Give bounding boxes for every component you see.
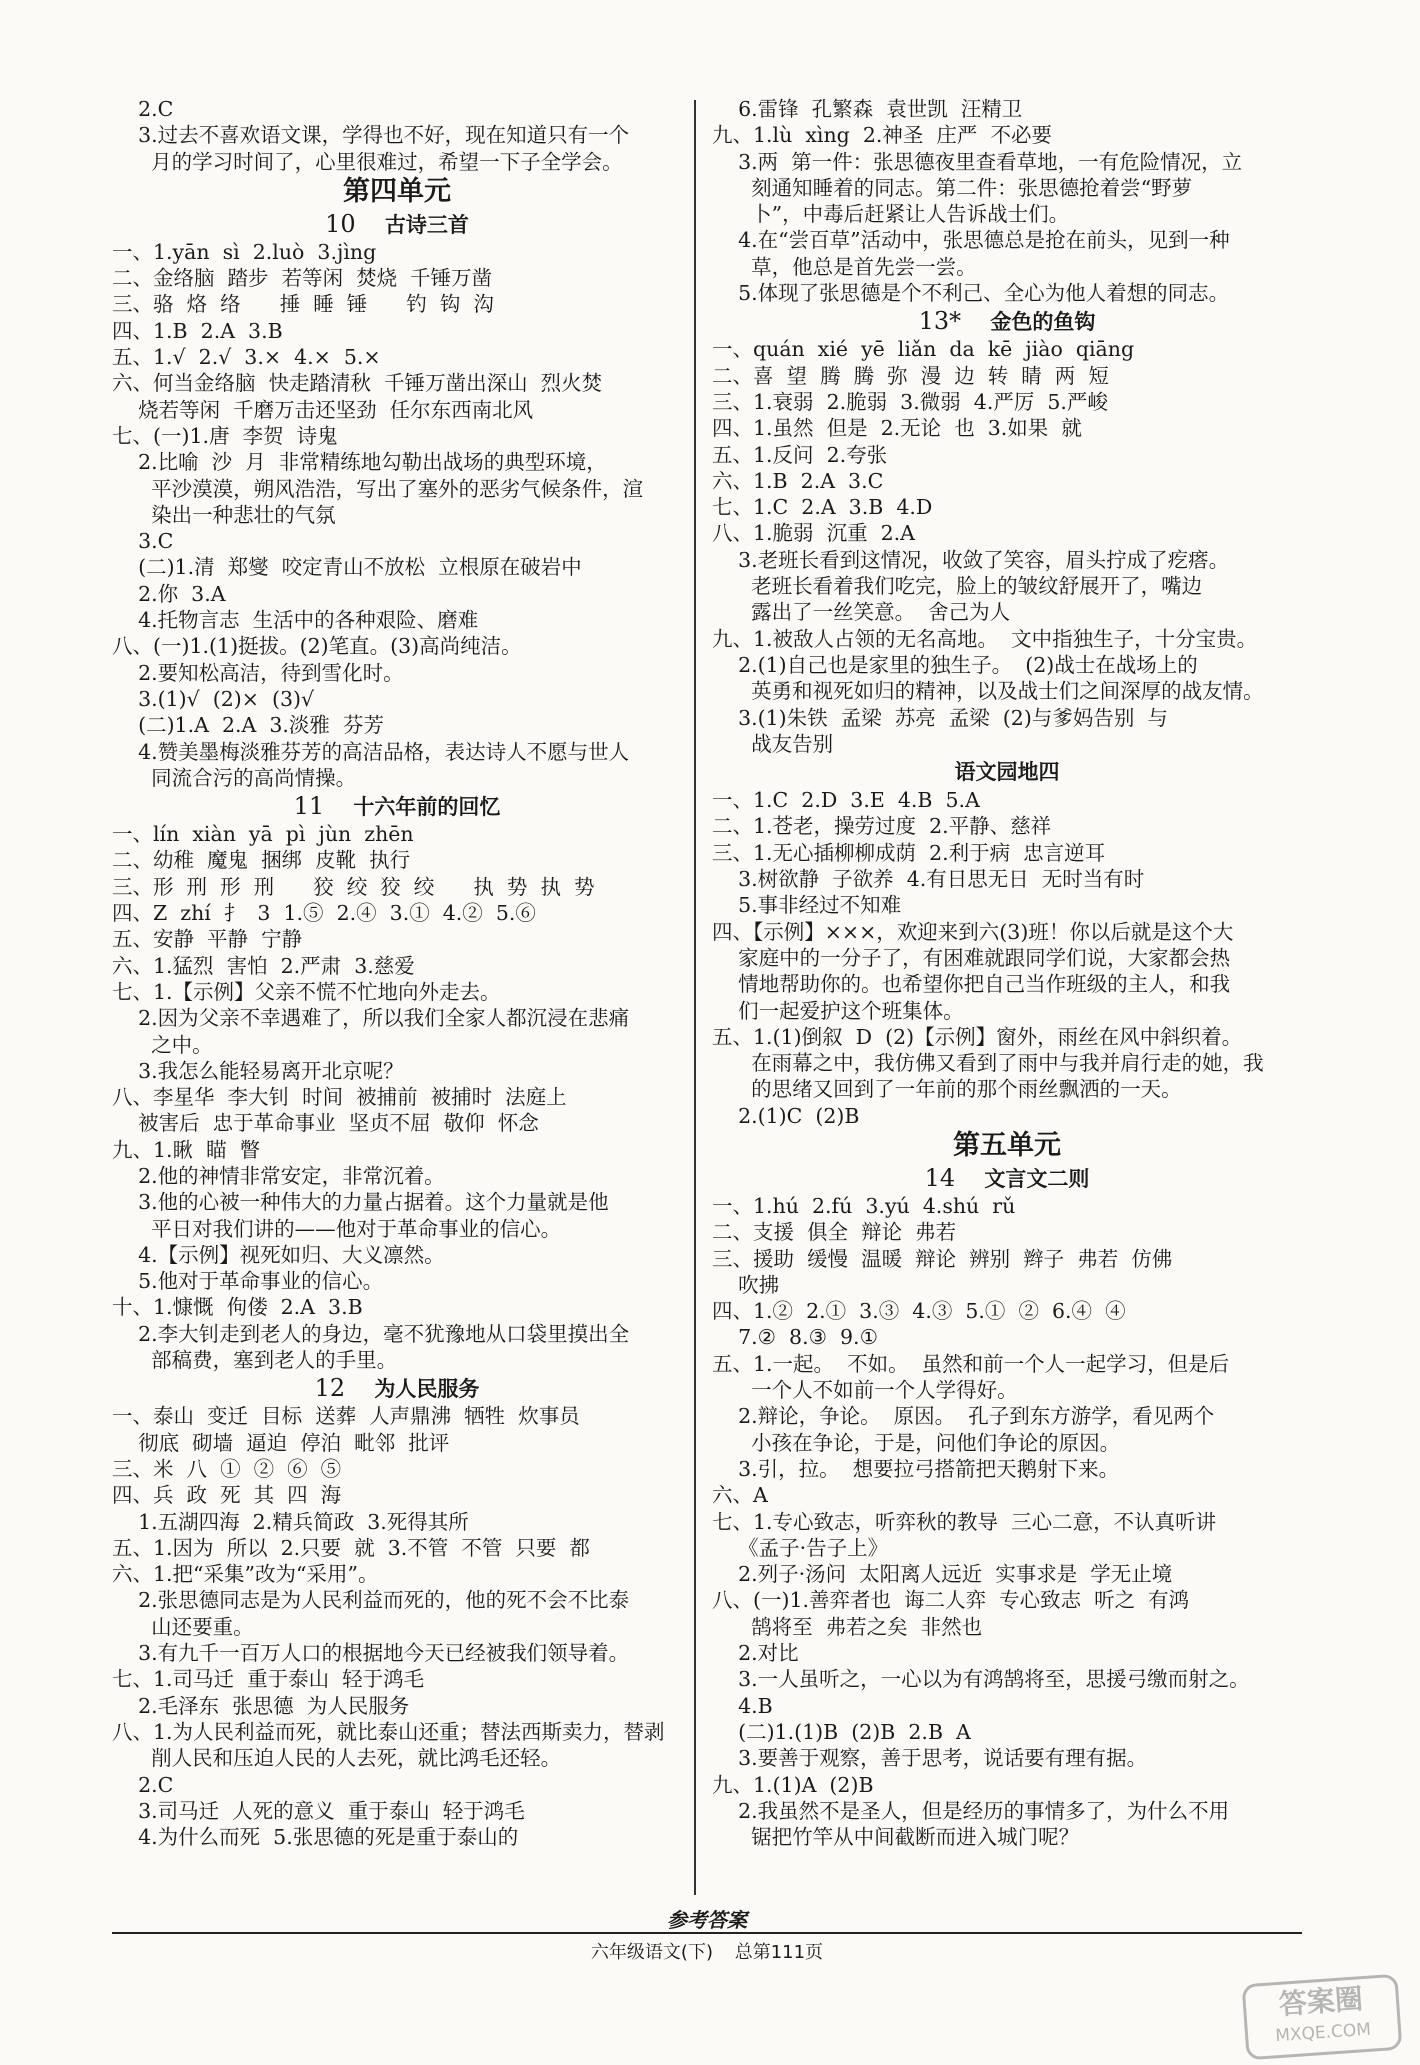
answer-line: 部稿费，塞到老人的手里。 [112, 1348, 398, 1373]
footer-rule [112, 1932, 1302, 1934]
lesson-heading [712, 1163, 1302, 1193]
answer-line: 家庭中的一分子了，有困难就跟同学们说，大家都会热 [712, 945, 1231, 970]
answer-line: 2.他的神情非常安定，非常沉着。 [112, 1163, 445, 1188]
answer-line: 四、Z zhí 扌 3 1.⑤ 2.④ 3.① 4.② 5.⑥ [112, 901, 536, 926]
answer-line: 吹拂 [712, 1272, 780, 1297]
answer-line: 八、李星华 李大钊 时间 被捕前 被捕时 法庭上 [112, 1085, 567, 1110]
answer-line: 3.(1)√ (2)× (3)√ [112, 686, 315, 711]
answer-line: 7.② 8.③ 9.① [712, 1325, 878, 1350]
answer-line: 1.五湖四海 2.精兵简政 3.死得其所 [112, 1509, 469, 1534]
answer-line: 六、1.把“采集”改为“采用”。 [112, 1562, 379, 1587]
answer-line: 草，他总是首先尝一尝。 [712, 254, 977, 279]
answer-line: 五、1.一起。 不如。 虽然和前一个人一起学习，但是后 [712, 1351, 1230, 1376]
answer-line: 八、(一)1.善弈者也 诲二人弈 专心致志 听之 有鸿 [712, 1588, 1190, 1613]
answer-line: (二)1.A 2.A 3.淡雅 芬芳 [112, 713, 384, 738]
answer-line: 二、金络脑 踏步 若等闲 焚烧 千锤万凿 [112, 266, 493, 291]
lesson-number: 10 [325, 209, 356, 238]
answer-line: 月的学习时间了，心里很难过，希望一下子全学会。 [112, 149, 623, 174]
answer-line: 2.列子·汤问 太阳离人远近 实事求是 学无止境 [712, 1562, 1173, 1587]
footer-page-number: 总第111页 [734, 1942, 824, 1963]
answer-line: 4.赞美墨梅淡雅芬芳的高洁品格，表达诗人不愿与世人 [112, 739, 630, 764]
answer-line: 卜”，中毒后赶紧让人告诉战士们。 [712, 202, 1070, 227]
answer-line: 之中。 [112, 1032, 213, 1057]
answer-line: 3.老班长看到这情况，收敛了笑容，眉头拧成了疙瘩。 [712, 547, 1230, 572]
answer-line: 2.毛泽东 张思德 为人民服务 [112, 1693, 410, 1718]
answer-line: 2.我虽然不是圣人，但是经历的事情多了，为什么不用 [712, 1798, 1230, 1823]
answer-line: 五、安静 平静 宁静 [112, 927, 303, 952]
answer-line: 九、1.lù xìng 2.神圣 庄严 不必要 [712, 123, 1052, 148]
answer-line: 们一起爱护这个班集体。 [712, 998, 964, 1023]
answer-line: 2.辩论，争论。 原因。 孔子到东方游学，看见两个 [712, 1404, 1215, 1429]
answer-line: 2.(1)C (2)B [712, 1103, 860, 1128]
answer-line: 三、1.无心插柳柳成荫 2.利于病 忠言逆耳 [712, 840, 1106, 865]
page-footer [112, 1904, 1302, 1962]
answer-line: 刻通知睡着的同志。第二件：张思德抢着尝“野萝 [712, 175, 1193, 200]
answer-line: 英勇和视死如归的精神，以及战士们之间深厚的战友情。 [712, 679, 1264, 704]
lesson-heading [112, 1373, 682, 1403]
footer-title: 参考答案 [667, 1908, 747, 1932]
answer-line: 烧若等闲 千磨万击还坚劲 任尔东西南北风 [112, 397, 534, 422]
answer-line: 战友告别 [712, 731, 834, 756]
lesson-title: 语文园地四 [954, 760, 1060, 785]
answer-line: 一、lín xiàn yā pì jùn zhēn [112, 822, 414, 847]
answer-line: 2.(1)自己也是家里的独生子。 (2)战士在战场上的 [712, 652, 1198, 677]
answer-line: 3.他的心被一种伟大的力量占据着。这个力量就是他 [112, 1190, 609, 1215]
answer-line: 在雨幕之中，我仿佛又看到了雨中与我并肩行走的她，我 [712, 1051, 1264, 1076]
answer-line: 3.过去不喜欢语文课，学得也不好，现在知道只有一个 [112, 123, 630, 148]
lesson-number: 14 [924, 1163, 956, 1192]
footer-grade: 六年级语文(下) [590, 1942, 713, 1963]
column-divider [694, 100, 696, 1895]
answer-line: 三、1.衰弱 2.脆弱 3.微弱 4.严厉 5.严峻 [712, 389, 1108, 414]
answer-line: 的思绪又回到了一年前的那个雨丝飘洒的一天。 [712, 1077, 1182, 1102]
answer-line: 三、米 八 ① ② ⑥ ⑤ [112, 1456, 342, 1481]
answer-line: 2.对比 [712, 1641, 799, 1666]
unit-heading: 第五单元 [953, 1129, 1061, 1161]
answer-line: 4.在“尝百草”活动中，张思德总是抢在前头，见到一种 [712, 228, 1230, 253]
answer-line: 山还要重。 [112, 1614, 254, 1639]
answer-line: 七、1.司马迁 重于泰山 轻于鸿毛 [112, 1667, 425, 1692]
answer-line: 4.B [712, 1693, 773, 1718]
answer-line: 被害后 忠于革命事业 坚贞不屈 敬仰 怀念 [112, 1111, 539, 1136]
lesson-title: 为人民服务 [374, 1377, 480, 1402]
lesson-number: 12 [314, 1374, 346, 1403]
answer-line: 二、1.苍老，操劳过度 2.平静、慈祥 [712, 814, 1052, 839]
answer-line: 三、援助 缓慢 温暖 辩论 辨别 辫子 弗若 仿佛 [712, 1246, 1173, 1271]
answer-line: 一、1.C 2.D 3.E 4.B 5.A [712, 788, 980, 813]
answer-line: 平日对我们讲的——他对于革命事业的信心。 [112, 1216, 562, 1241]
answer-line: 5.事非经过不知难 [712, 893, 902, 918]
answer-line: 六、何当金络脑 快走踏清秋 千锤万凿出深山 烈火焚 [112, 371, 603, 396]
answer-line: 二、支援 俱全 辩论 弗若 [712, 1220, 957, 1245]
answer-line: 一、quán xié yē liǎn da kē jiào qiāng [712, 337, 1135, 362]
answer-line: 染出一种悲壮的气氛 [112, 502, 336, 527]
answer-line: 露出了一丝笑意。 舍己为人 [712, 600, 1011, 625]
answer-line: 4.托物言志 生活中的各种艰险、磨难 [112, 608, 479, 633]
answer-line: 九、1.瞅 瞄 瞥 [112, 1137, 261, 1162]
answer-line: 3.C [112, 529, 174, 554]
lesson-title: 金色的鱼钩 [990, 310, 1096, 335]
answer-line: 一、泰山 变迁 目标 送葬 人声鼎沸 牺牲 炊事员 [112, 1404, 580, 1429]
answer-line: 2.C [112, 1772, 174, 1797]
answer-line: 一个人不如前一个人学得好。 [712, 1378, 1018, 1403]
answer-line: 二、幼稚 魔鬼 捆绑 皮靴 执行 [112, 848, 411, 873]
answer-line: 3.树欲静 子欲养 4.有日思无日 无时当有时 [712, 867, 1145, 892]
answer-line: 3.一人虽听之，一心以为有鸿鹄将至，思援弓缴而射之。 [712, 1667, 1250, 1692]
answer-line: 4.【示例】视死如归、大义凛然。 [112, 1242, 445, 1267]
answer-line: 2.因为父亲不幸遇难了，所以我们全家人都沉浸在悲痛 [112, 1006, 630, 1031]
right-column [712, 96, 1302, 1850]
answer-line: 五、1.反问 2.夸张 [712, 442, 888, 467]
answer-line: 三、骆 烙 络 捶 睡 锤 钓 钩 沟 [112, 292, 494, 317]
answer-line: 5.他对于革命事业的信心。 [112, 1269, 384, 1294]
lesson-title: 文言文二则 [984, 1166, 1090, 1191]
answer-line: 2.李大钊走到老人的身边，毫不犹豫地从口袋里摸出全 [112, 1321, 630, 1346]
answer-line: 六、1.B 2.A 3.C [712, 468, 884, 493]
answer-line: 九、1.被敌人占领的无名高地。 文中指独生子，十分宝贵。 [712, 626, 1258, 651]
answer-line: 八、(一)1.(1)挺拔。(2)笔直。(3)高尚纯洁。 [112, 634, 522, 659]
answer-line: 二、喜 望 腾 腾 弥 漫 边 转 睛 两 短 [712, 363, 1109, 388]
answer-line: 5.体现了张思德是个不利己、全心为他人着想的同志。 [712, 281, 1230, 306]
answer-line: 2.你 3.A [112, 581, 226, 606]
answer-line: 八、1.为人民利益而死，就比泰山还重；替法西斯卖力，替剥 [112, 1719, 665, 1744]
unit-heading: 第四单元 [343, 175, 451, 207]
answer-line: 锯把竹竿从中间截断而进入城门呢？ [712, 1825, 1080, 1850]
answer-line: 情地帮助你的。也希望你把自己当作班级的主人，和我 [712, 972, 1231, 997]
answer-line: 3.引，拉。 想要拉弓搭箭把天鹅射下来。 [712, 1456, 1120, 1481]
answer-line: 2.C [112, 97, 174, 121]
lesson-heading [112, 209, 682, 239]
answer-line: 4.为什么而死 5.张思德的死是重于泰山的 [112, 1825, 519, 1850]
answer-line: (二)1.(1)B (2)B 2.B A [712, 1719, 971, 1744]
lesson-title: 古诗三首 [384, 212, 469, 237]
lesson-heading [112, 791, 682, 821]
answer-line: 七、1.【示例】父亲不慌不忙地向外走去。 [112, 979, 501, 1004]
left-column [112, 96, 682, 1850]
answer-line: 十、1.慷慨 佝偻 2.A 3.B [112, 1295, 363, 1320]
answer-line: (二)1.清 郑燮 咬定青山不放松 立根原在破岩中 [112, 555, 582, 580]
answer-line: 四、1.虽然 但是 2.无论 也 3.如果 就 [712, 416, 1082, 441]
watermark-logo-url: MXQE.COM [1274, 2019, 1372, 2047]
answer-line: 三、形 刑 形 刑 狡 绞 狡 绞 执 势 执 势 [112, 874, 595, 899]
answer-line: 六、A [712, 1483, 768, 1508]
answer-line: 八、1.脆弱 沉重 2.A [712, 521, 915, 546]
answer-line: 3.司马迁 人死的意义 重于泰山 轻于鸿毛 [112, 1798, 525, 1823]
answer-line: 鹄将至 弗若之矣 非然也 [712, 1614, 983, 1639]
answer-line: 老班长看着我们吃完，脸上的皱纹舒展开了，嘴边 [712, 574, 1203, 599]
answer-line: 小孩在争论，于是，问他们争论的原因。 [712, 1430, 1121, 1455]
answer-line: 四、1.B 2.A 3.B [112, 318, 283, 343]
answer-line: 一、1.yān sì 2.luò 3.jìng [112, 239, 377, 264]
answer-line: 3.两 第一件：张思德夜里查看草地，一有危险情况，立 [712, 149, 1243, 174]
lesson-title: 十六年前的回忆 [353, 795, 501, 820]
watermark-logo-text: 答案圈 [1277, 1982, 1364, 2021]
answer-line: 3.我怎么能轻易离开北京呢？ [112, 1058, 404, 1083]
answer-line: 2.张思德同志是为人民利益而死的，他的死不会不比泰 [112, 1588, 630, 1613]
answer-line: 同流合污的高尚情操。 [112, 765, 357, 790]
lesson-heading [712, 757, 1302, 787]
answer-line: 3.(1)朱铁 孟梁 苏亮 孟梁 (2)与爹妈告别 与 [712, 705, 1168, 730]
answer-line: 2.比喻 沙 月 非常精练地勾勒出战场的典型环境， [112, 450, 607, 475]
answer-line: 2.要知松高洁，待到雪化时。 [112, 660, 404, 685]
answer-line: 平沙漠漠，朔风浩浩，写出了塞外的恶劣气候条件，渲 [112, 476, 644, 501]
answer-line: 四、【示例】×××，欢迎来到六(3)班！你以后就是这个大 [712, 919, 1234, 944]
lesson-number: 11 [293, 792, 325, 821]
answer-line: 七、1.C 2.A 3.B 4.D [712, 495, 933, 520]
answer-line: 四、1.② 2.① 3.③ 4.③ 5.① ② 6.④ ④ [712, 1299, 1126, 1324]
answer-line: 3.有九千一百万人口的根据地今天已经被我们领导着。 [112, 1641, 630, 1666]
answer-line: 3.要善于观察，善于思考，说话要有理有据。 [712, 1746, 1148, 1771]
answer-line: 九、1.(1)A (2)B [712, 1772, 874, 1797]
footer-info [112, 1938, 1302, 1962]
watermark-logo [1242, 1974, 1403, 2061]
answer-line: 一、1.hú 2.fú 3.yú 4.shú rǔ [712, 1193, 1016, 1218]
answer-line: 五、1.(1)倒叙 D (2)【示例】窗外，雨丝在风中斜织着。 [712, 1024, 1243, 1049]
answer-line: 五、1.因为 所以 2.只要 就 3.不管 不管 只要 都 [112, 1535, 590, 1560]
answer-line: 彻底 砌墙 逼迫 停泊 毗邻 批评 [112, 1430, 450, 1455]
answer-line: 削人民和压迫人民的人去死，就比鸿毛还轻。 [112, 1746, 562, 1771]
answer-line: 六、1.猛烈 害怕 2.严肃 3.慈爱 [112, 953, 415, 978]
answer-line: 七、(一)1.唐 李贺 诗鬼 [112, 423, 338, 448]
answer-line: 《孟子·告子上》 [712, 1535, 889, 1560]
answer-line: 四、兵 政 死 其 四 海 [112, 1483, 342, 1508]
lesson-heading [712, 306, 1302, 336]
lesson-number: 13* [918, 307, 962, 336]
answer-line: 6.雷锋 孔繁森 袁世凯 汪精卫 [712, 97, 1023, 121]
answer-line: 七、1.专心致志，听弈秋的教导 三心二意，不认真听讲 [712, 1509, 1217, 1534]
answer-line: 五、1.√ 2.√ 3.× 4.× 5.× [112, 345, 381, 370]
